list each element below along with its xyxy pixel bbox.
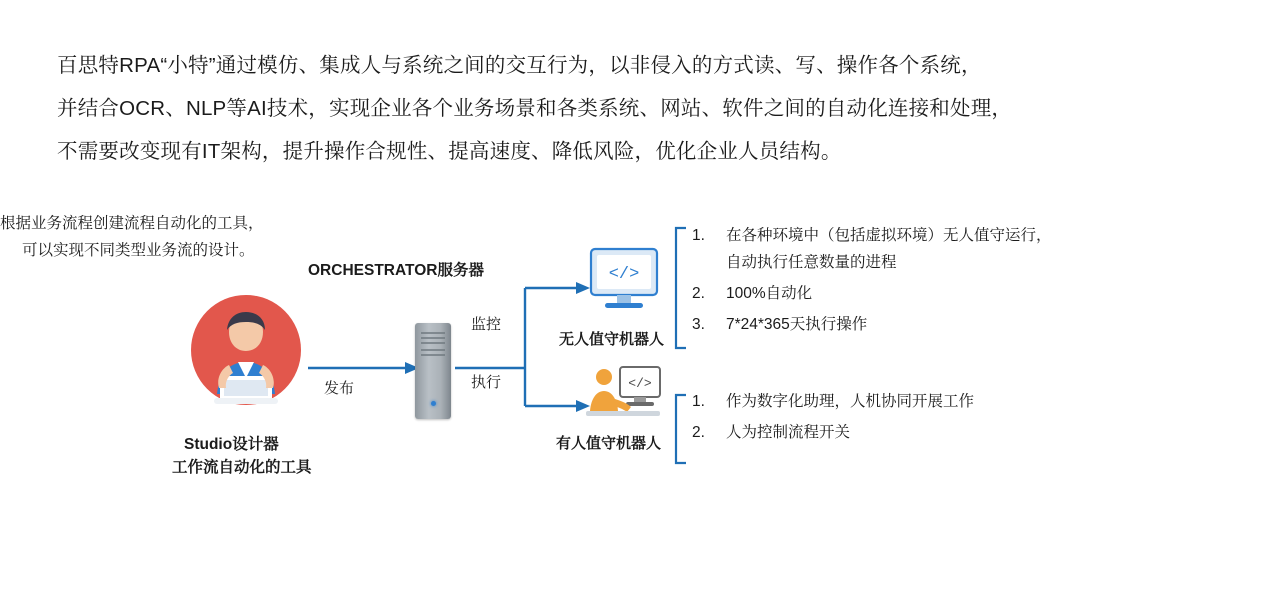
svg-text:</>: </> — [608, 265, 640, 284]
intro-line-2: 并结合OCR、NLP等AI技术，实现企业各个业务场景和各类系统、网站、软件之间的自动化连接和处理， — [57, 97, 1013, 120]
server-power-led-icon — [431, 401, 436, 406]
list-item-text — [726, 222, 1052, 276]
unattended-feature-list — [692, 222, 1052, 342]
list-item — [692, 280, 1052, 307]
list-item — [692, 311, 1052, 338]
list-item — [692, 388, 974, 415]
orchestrator-server-icon — [415, 323, 451, 419]
studio-subtitle: 工作流自动化的工具 — [172, 459, 312, 476]
server-slot — [421, 354, 445, 356]
list-item-number: 1. — [692, 227, 705, 244]
flow-label-execute: 执行 — [471, 374, 502, 391]
attended-feature-list — [692, 388, 974, 450]
attended-robot-icon — [582, 365, 664, 427]
list-item-number: 3. — [692, 316, 705, 333]
list-item-text: 100%自动化 — [726, 285, 813, 302]
list-item — [692, 419, 974, 446]
studio-designer-avatar — [186, 290, 306, 410]
studio-title: Studio设计器 — [184, 436, 279, 453]
server-slot — [421, 342, 445, 344]
server-slot — [421, 349, 445, 351]
list-item — [692, 222, 1052, 276]
list-item-text: 作为数字化助理，人机协同开展工作 — [726, 393, 975, 410]
flow-label-publish: 发布 — [324, 380, 355, 397]
unattended-robot-caption: 无人值守机器人 — [559, 331, 665, 348]
intro-line-1: 百思特RPA“小特”通过模仿、集成人与系统之间的交互行为，以非侵入的方式读、写、操作各个系统， — [57, 54, 982, 77]
flow-label-monitor: 监控 — [471, 316, 502, 333]
list-item-number: 1. — [692, 393, 705, 410]
studio-description-line-1: 根据业务流程创建流程自动化的工具， — [0, 215, 264, 232]
list-item-text: 7*24*365天执行操作 — [726, 316, 868, 333]
list-item-text: 人为控制流程开关 — [726, 424, 851, 441]
list-item-number: 2. — [692, 424, 705, 441]
rpa-architecture-diagram — [0, 210, 1280, 580]
attended-robot-caption: 有人值守机器人 — [556, 435, 662, 452]
list-item-text-line2: 自动执行任意数量的进程 — [726, 254, 897, 271]
server-slot — [421, 337, 445, 339]
orchestrator-title: ORCHESTRATOR服务器 — [308, 262, 484, 279]
studio-description-line-2: 可以实现不同类型业务流的设计。 — [22, 242, 255, 259]
intro-paragraph — [57, 50, 1167, 179]
list-item-text-line1: 在各种环境中（包括虚拟环境）无人值守运行， — [726, 227, 1052, 244]
svg-text:</>: </> — [628, 376, 652, 391]
list-item-number: 2. — [692, 285, 705, 302]
server-slot — [421, 332, 445, 334]
intro-line-3: 不需要改变现有IT架构，提升操作合规性、提高速度、降低风险，优化企业人员结构。 — [57, 140, 842, 163]
unattended-robot-icon — [585, 245, 663, 317]
